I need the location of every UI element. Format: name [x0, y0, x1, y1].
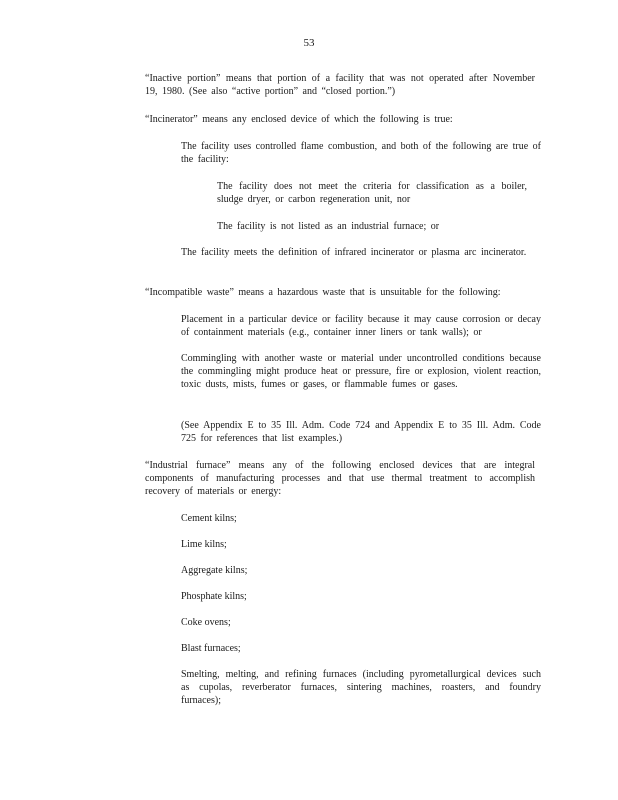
page-number: 53	[303, 37, 315, 49]
incinerator-clause-a: The facility uses controlled flame combustion, and both of the following are true of the facility:	[181, 141, 541, 165]
furnace-list-item: Coke ovens;	[181, 617, 231, 628]
furnace-list-item: Aggregate kilns;	[181, 565, 248, 576]
definition-industrial-furnace: “Industrial furnace” means any of the following enclosed devices that are integral components of manufacturing processes and that use thermal treatment to accomplish recovery of materials or energy:	[145, 460, 535, 497]
incinerator-clause-a-ii: The facility is not listed as an industrial furnace; or	[217, 221, 440, 232]
incompatible-reference-note: (See Appendix E to 35 Ill. Adm. Code 724 and Appendix E to 35 Ill. Adm. Code 725 for references that list examples.)	[181, 420, 541, 444]
incinerator-clause-b: The facility meets the definition of infrared incinerator or plasma arc incinerator.	[181, 247, 527, 258]
incompatible-clause-a: Placement in a particular device or facility because it may cause corrosion or decay of containment materials (e.g., container inner liners or tank walls); or	[181, 314, 541, 338]
definition-incinerator: “Incinerator” means any enclosed device of which the following is true:	[145, 114, 453, 125]
furnace-list-item: Lime kilns;	[181, 539, 227, 550]
furnace-list-item: Cement kilns;	[181, 513, 237, 524]
incompatible-clause-b: Commingling with another waste or material under uncontrolled conditions because the commingling might produce heat or pressure, fire or explosion, violent reaction, toxic dusts, mists, fumes or gases, or flammable fumes or gases.	[181, 353, 541, 390]
incinerator-clause-a-i: The facility does not meet the criteria for classification as a boiler, sludge dryer, or carbon regeneration unit, nor	[217, 181, 527, 205]
furnace-list-item: Phosphate kilns;	[181, 591, 247, 602]
furnace-list-item-smelting: Smelting, melting, and refining furnaces (including pyrometallurgical devices such as cupolas, reverberator furnaces, sintering machines, roasters, and foundry furnaces);	[181, 669, 541, 706]
definition-incompatible-waste: “Incompatible waste” means a hazardous waste that is unsuitable for the following:	[145, 287, 501, 298]
furnace-list-item: Blast furnaces;	[181, 643, 241, 654]
definition-inactive-portion: “Inactive portion” means that portion of a facility that was not operated after November 19, 1980. (See also “active portion” and “closed portion.”)	[145, 73, 535, 97]
